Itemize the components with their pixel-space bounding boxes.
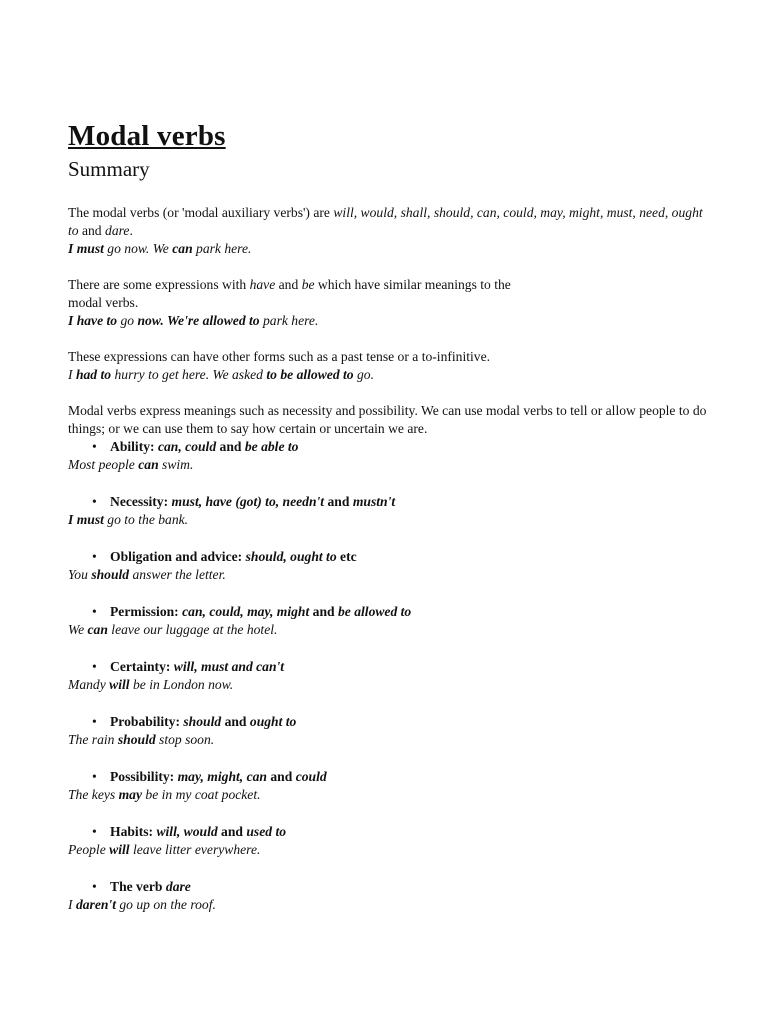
bullet-icon: •	[92, 604, 97, 619]
list-item	[68, 493, 708, 529]
category-verbs-extra: be able to	[244, 439, 299, 454]
category-verbs-extra: be allowed to	[337, 604, 412, 619]
category-heading	[68, 713, 708, 731]
page-subtitle: Summary	[68, 157, 150, 181]
category-verbs-extra: ought to	[249, 714, 297, 729]
page-title: Modal verbs	[68, 120, 226, 152]
category-label: Habits:	[110, 824, 157, 839]
category-connector: and	[217, 824, 247, 839]
category-list	[68, 438, 708, 914]
bullet-icon: •	[92, 879, 97, 894]
category-heading	[68, 603, 708, 621]
bullet-icon: •	[92, 714, 97, 729]
category-verbs-extra: could	[295, 769, 327, 784]
category-connector: and	[216, 439, 245, 454]
intro-verbs: will, would, shall, should, can, could, may, might, must, need, ought to	[68, 205, 703, 238]
bullet-icon: •	[92, 824, 97, 839]
category-text	[110, 823, 286, 841]
category-verbs: will, would	[156, 824, 218, 839]
list-item	[68, 603, 708, 639]
document-page	[68, 118, 708, 914]
category-verbs: may, might, can	[177, 769, 267, 784]
category-connector: and	[221, 714, 250, 729]
bullet-icon: •	[92, 494, 97, 509]
category-example: People will leave litter everywhere.	[68, 842, 261, 857]
category-example: Mandy will be in London now.	[68, 677, 234, 692]
intro-end: .	[129, 223, 133, 238]
category-heading	[68, 548, 708, 566]
category-heading	[68, 658, 708, 676]
category-connector: etc	[336, 549, 357, 564]
category-text	[110, 658, 284, 676]
category-verbs: must, have (got) to, needn't	[171, 494, 325, 509]
category-heading	[68, 438, 708, 456]
category-label: Possibility:	[110, 769, 178, 784]
bullet-icon: •	[92, 769, 97, 784]
category-verbs: dare	[165, 879, 191, 894]
intro-example: I must go now. We can park here.	[68, 241, 252, 256]
category-example: I daren't go up on the roof.	[68, 897, 216, 912]
category-text	[110, 713, 296, 731]
category-heading	[68, 768, 708, 786]
intro-text: The modal verbs (or 'modal auxiliary verbs') are	[68, 205, 334, 220]
category-label: Obligation and advice:	[110, 549, 246, 564]
category-connector: and	[309, 604, 338, 619]
intro-paragraph	[68, 204, 708, 240]
forms-example: I had to hurry to get here. We asked to be allowed to go.	[68, 367, 374, 382]
category-text	[110, 493, 395, 511]
intro-last-verb: dare	[105, 223, 130, 238]
bullet-icon: •	[92, 439, 97, 454]
bullet-icon: •	[92, 549, 97, 564]
category-heading	[68, 823, 708, 841]
list-item	[68, 713, 708, 749]
list-item	[68, 823, 708, 859]
category-text	[110, 878, 191, 896]
category-example: We can leave our luggage at the hotel.	[68, 622, 278, 637]
category-verbs-extra: mustn't	[352, 494, 396, 509]
category-label: Probability:	[110, 714, 184, 729]
list-item	[68, 768, 708, 804]
category-example: I must go to the bank.	[68, 512, 189, 527]
category-label: Necessity:	[110, 494, 172, 509]
category-example: The rain should stop soon.	[68, 732, 215, 747]
category-heading	[68, 493, 708, 511]
list-item	[68, 548, 708, 584]
category-label: Permission:	[110, 604, 183, 619]
category-text	[110, 603, 411, 621]
category-text	[110, 438, 298, 456]
meanings-paragraph: Modal verbs express meanings such as necessity and possibility. We can use modal verbs to tell or allow people to do things; or we can use them to say how certain or uncertain we are.	[68, 403, 707, 436]
intro-and: and	[78, 223, 106, 238]
category-connector: and	[324, 494, 353, 509]
category-verbs: will, must and can't	[173, 659, 285, 674]
list-item	[68, 438, 708, 474]
bullet-icon: •	[92, 659, 97, 674]
list-item	[68, 658, 708, 694]
category-verbs: should	[183, 714, 222, 729]
category-example: Most people can swim.	[68, 457, 194, 472]
category-text	[110, 768, 327, 786]
list-item	[68, 878, 708, 914]
category-example: You should answer the letter.	[68, 567, 226, 582]
expressions-example: I have to go now. We're allowed to park here.	[68, 313, 319, 328]
category-text	[110, 548, 357, 566]
category-verbs: can, could	[157, 439, 217, 454]
forms-paragraph: These expressions can have other forms such as a past tense or a to-infinitive.	[68, 349, 491, 364]
category-verbs-extra: used to	[246, 824, 287, 839]
category-connector: and	[266, 769, 296, 784]
category-label: Ability:	[110, 439, 158, 454]
category-label: The verb	[110, 879, 166, 894]
category-verbs: can, could, may, might	[182, 604, 310, 619]
category-label: Certainty:	[110, 659, 174, 674]
category-example: The keys may be in my coat pocket.	[68, 787, 261, 802]
category-verbs: should, ought to	[245, 549, 337, 564]
category-heading	[68, 878, 708, 896]
expressions-paragraph: There are some expressions with have and be which have similar meanings to the modal verbs.	[68, 277, 511, 310]
